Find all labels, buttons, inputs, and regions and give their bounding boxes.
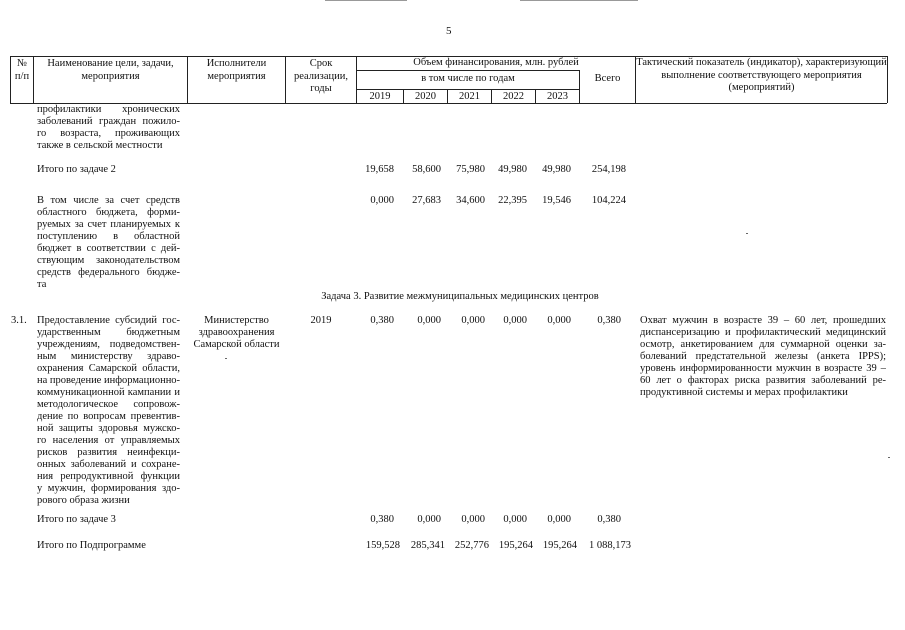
- header-year: 2020: [415, 91, 436, 102]
- scan-speck: [746, 233, 748, 234]
- indicator-text: продуктивной системы и мерах профилактики: [640, 387, 848, 398]
- header-year: 2023: [547, 91, 568, 102]
- value-total: 254,198: [591, 164, 626, 175]
- executor: Министерство: [204, 315, 269, 326]
- row-label: Итого по задаче 3: [37, 514, 116, 525]
- value-2022: 0,000: [503, 315, 527, 326]
- value-2021: 75,980: [456, 164, 485, 175]
- value-2020: 0,000: [417, 315, 441, 326]
- value-2019: 0,380: [370, 315, 394, 326]
- header-term: Срок реализации, годы: [294, 58, 348, 94]
- indicator-text: 60 лет о факторах риска развития заболеваний ре-: [640, 375, 886, 386]
- header-name: Наименование цели, задачи, мероприятия: [47, 58, 174, 82]
- value-2022: 22,395: [498, 195, 527, 206]
- scan-mark: [325, 0, 407, 1]
- header-year: 2019: [369, 91, 391, 102]
- indicator-text: диспансеризацию и профилактический медицинский: [640, 327, 886, 338]
- value-2019: 159,528: [365, 540, 400, 551]
- row-label: Итого по задаче 2: [37, 164, 116, 175]
- executor: здравоохранения: [198, 327, 275, 338]
- value-total: 0,380: [597, 315, 621, 326]
- indicator-text: болеваний предстательной железы (анкета IPPS);: [640, 351, 886, 362]
- header-indicator: Тактический показатель (индикатор), характеризующий выполнение соответствующего мероприятия (мероприятий): [636, 57, 887, 93]
- header-year: 2022: [503, 91, 524, 102]
- scan-mark: [520, 0, 638, 1]
- value-2019: 0,380: [370, 514, 394, 525]
- value-2020: 27,683: [412, 195, 441, 206]
- row-label: Итого по Подпрограмме: [37, 540, 146, 551]
- scan-speck: [888, 457, 890, 458]
- value-2023: 0,000: [547, 514, 571, 525]
- header-executors: Исполнители мероприятия: [206, 58, 267, 82]
- value-2022: 195,264: [498, 540, 533, 551]
- value-2020: 285,341: [410, 540, 445, 551]
- value-2023: 195,264: [542, 540, 577, 551]
- header-total: Всего: [594, 73, 621, 84]
- header-funding: Объем финансирования, млн. рублей: [413, 57, 579, 68]
- indicator-text: Охват мужчин в возрасте 39 – 60 лет, прошедших: [640, 315, 886, 326]
- term-year: 2019: [310, 315, 332, 326]
- value-2019: 0,000: [370, 195, 394, 206]
- value-2021: 252,776: [454, 540, 489, 551]
- row-number: 3.1.: [11, 315, 27, 326]
- value-2021: 0,000: [461, 315, 485, 326]
- header-num: № п/п: [14, 58, 30, 82]
- value-2020: 58,600: [412, 164, 441, 175]
- page-number: 5: [446, 25, 452, 37]
- value-2023: 0,000: [547, 315, 571, 326]
- value-2021: 34,600: [456, 195, 485, 206]
- value-2020: 0,000: [417, 514, 441, 525]
- value-2019: 19,658: [365, 164, 394, 175]
- header-year: 2021: [459, 91, 480, 102]
- value-2023: 49,980: [542, 164, 571, 175]
- header-by-years: в том числе по годам: [421, 73, 515, 84]
- indicator-text: осмотр, анкетированием для суммарной оценки за-: [640, 339, 886, 350]
- indicator-text: уровень информированности мужчин в возрасте 39 –: [640, 363, 886, 374]
- value-2023: 19,546: [542, 195, 571, 206]
- value-total: 1 088,173: [589, 540, 631, 551]
- executor: Самарской области: [193, 339, 280, 350]
- value-2021: 0,000: [461, 514, 485, 525]
- value-total: 0,380: [597, 514, 621, 525]
- value-2022: 49,980: [498, 164, 527, 175]
- value-total: 104,224: [591, 195, 626, 206]
- task3-title: Задача 3. Развитие межмуниципальных медицинских центров: [321, 291, 599, 302]
- value-2022: 0,000: [503, 514, 527, 525]
- scan-speck: [225, 358, 227, 359]
